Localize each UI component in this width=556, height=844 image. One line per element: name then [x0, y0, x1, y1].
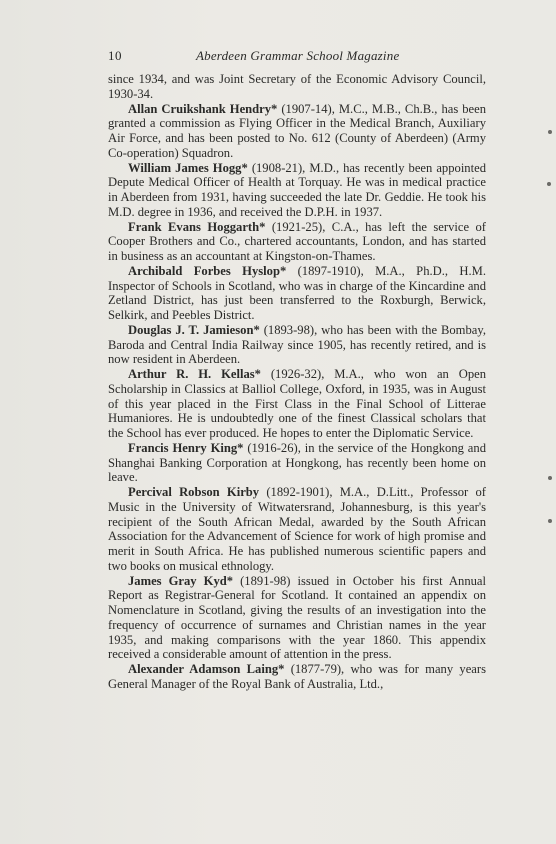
entry-text: (1916-26), in the service of the Hongkong and Shanghai Banking Corporation at Hongkong, has recently been home on leave.: [108, 440, 486, 485]
page-number: 10: [108, 48, 122, 63]
entry-king: [108, 441, 486, 485]
entry-text: (1877-79), who was for many years General Manager of the Royal Bank of Australia, Ltd.,: [108, 662, 486, 691]
entry-name: James Gray Kyd*: [128, 573, 234, 588]
scan-speck: [548, 130, 552, 134]
entry-text: (1907-14), M.C., M.B., Ch.B., has been granted a commission as Flying Officer in the Medical Branch, Auxiliary Air Force, and has been posted to No. 612 (County of Aberdeen) (Army Co-operation) Squadron.: [108, 101, 487, 160]
entry-text: (1921-25), C.A., has left the service of Cooper Brothers and Co., chartered accountants, London, and has started in business as an accountant at Kingston-on-Thames.: [108, 219, 486, 263]
entry-name: Alexander Adamson Laing*: [128, 662, 285, 676]
entry-hyslop: [108, 264, 486, 323]
entry-kirby: [108, 485, 486, 574]
continued-paragraph: since 1934, and was Joint Secretary of the Economic Advisory Council, 1930-34.: [108, 72, 486, 101]
entry-name: Archibald Forbes Hyslop*: [128, 263, 287, 278]
page-header: [108, 48, 492, 66]
entry-hoggarth: [108, 220, 486, 264]
entry-name: William James Hogg*: [128, 160, 248, 175]
entry-text: (1892-1901), M.A., D.Litt., Professor of Music in the University of Witwatersrand, Johannesburg, is this year's recipient of the South African Medal, awarded by the South African Association for the Advancement of Science for work of high promise and merit in South Africa. He has published numerous scientific papers and two books on musical ethnology.: [108, 485, 486, 573]
entry-text: (1897-1910), M.A., Ph.D., H.M. Inspector of Schools in Scotland, who was in charge of the Kincardine and Zetland District, has just been transferred to the Roxburgh, Berwick, Selkirk, and Peebles District.: [108, 263, 486, 322]
article-body: [108, 72, 486, 692]
entry-kyd: [108, 574, 486, 663]
entry-hogg: [108, 161, 486, 220]
entry-name: Frank Evans Hoggarth*: [128, 219, 266, 234]
entry-name: Percival Robson Kirby: [128, 485, 260, 499]
entry-kellas: [108, 367, 486, 441]
entry-name: Francis Henry King*: [128, 440, 244, 455]
entry-hendry: [108, 102, 486, 161]
entry-jamieson: [108, 323, 486, 367]
entry-laing: [108, 662, 486, 692]
scan-speck: [548, 519, 552, 523]
entry-text: (1893-98), who has been with the Bombay, Baroda and Central India Railway since 1905, has recently retired, and is now resident in Aberdeen.: [108, 322, 486, 367]
entry-text: (1926-32), M.A., who won an Open Scholarship in Classics at Balliol College, Oxford, in 1935, was in August of this year placed in the First Class in the Final School of Litterae Humaniores. He is undoubtedly one of the finest Classical scholars that the School has ever produced. He hopes to enter the Diplomatic Service.: [108, 367, 486, 440]
entry-text: (1891-98) issued in October his first Annual Report as Registrar-General for Scotland. It contained an appendix on Nomenclature in Scotland, giving the results of an investigation into the frequency of occurrence of surnames and Christian names in the year 1935, and making comparisons with the year 1860. This appendix received a considerable amount of attention in the press.: [108, 573, 486, 662]
entry-name: Allan Cruikshank Hendry*: [128, 101, 278, 116]
running-title: Aberdeen Grammar School Magazine: [196, 48, 400, 63]
entry-name: Douglas J. T. Jamieson*: [128, 322, 260, 337]
scan-speck: [548, 476, 552, 480]
entry-text: (1908-21), M.D., has recently been appointed Depute Medical Officer of Health at Torquay. He was in medical practice in Aberdeen from 1931, having succeeded the late Dr. Geddie. He took his M.D. degree in 1936, and received the D.P.H. in 1937.: [108, 160, 486, 219]
entry-name: Arthur R. H. Kellas*: [128, 367, 261, 381]
scan-speck: [547, 182, 551, 186]
